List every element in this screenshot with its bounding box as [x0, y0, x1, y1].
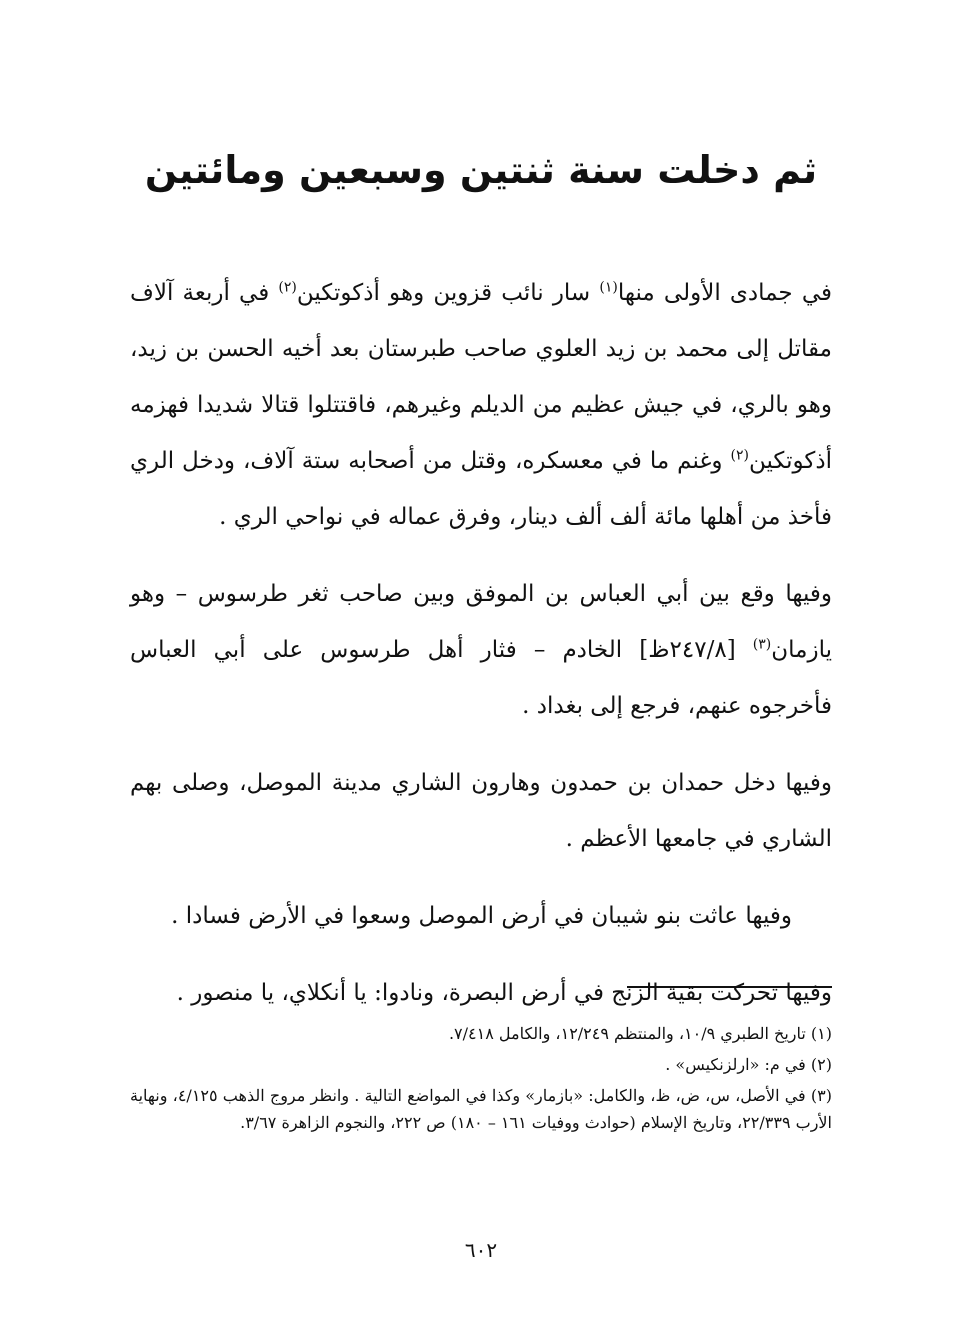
body-text — [130, 265, 832, 1042]
text-run: وغنم ما في معسكره، وقتل من أصحابه ستة آلاف، ودخل الري فأخذ من أهلها مائة ألف ألف دينار، وفرق عماله في نواحي الري . — [130, 448, 832, 530]
text-run: سار نائب قزوين وهو أذكوتكين — [296, 280, 600, 306]
footnote-ref: (٢) — [278, 279, 297, 296]
paragraph — [130, 965, 832, 1021]
paragraph — [130, 265, 832, 545]
text-run: وفيها دخل حمدان بن حمدون وهارون الشاري مدينة الموصل، وصلى بهم الشاري في جامعها الأعظم . — [130, 770, 832, 852]
text-run: [٢٤٧/٨ظ] الخادم – فثار أهل طرسوس على أبي العباس فأخرجوه عنهم، فرجع إلى بغداد . — [130, 637, 832, 719]
chapter-title: ثم دخلت سنة ثنتين وسبعين ومائتين — [144, 148, 818, 192]
paragraph — [130, 755, 832, 867]
text-run: في أربعة آلاف مقاتل إلى محمد بن زيد العلوي صاحب طبرستان بعد أخيه الحسن بن زيد، وهو بالري، في جيش عظيم من الديلم وغيرهم، فاقتتلوا قتالا شديدا فهزمه أذكوتكين — [130, 280, 832, 474]
footnote-item: (٢) في م: «ارلزنكيس» . — [665, 1055, 832, 1074]
text-run: في جمادى الأولى منها — [617, 280, 832, 306]
footnote-ref: (٢) — [730, 447, 749, 464]
footnote-item: (١) تاريخ الطبري ١٠/٩، والمنتظم ١٢/٢٤٩، والكامل ٧/٤١٨. — [448, 1024, 832, 1043]
footnote-ref: (٣) — [752, 636, 772, 653]
footnote-ref: (١) — [599, 279, 618, 296]
text-run: وفيها وقع بين أبي العباس بن الموفق وبين صاحب ثغر طرسوس – وهو يازمان — [130, 581, 832, 663]
paragraph — [130, 888, 832, 944]
text-run: وفيها تحركت بقية الزنج في أرض البصرة، ونادوا: يا أنكلاي، يا منصور . — [176, 980, 832, 1006]
paragraph — [130, 566, 832, 734]
page-number: ٦٠٢ — [464, 1238, 498, 1262]
footnotes — [130, 1020, 832, 1140]
footnote-item: (٣) في الأصل، س، ض، ظ، والكامل: «بازمار» وكذا في المواضع التالية . وانظر مروج الذهب ٤/١٢٥، ونهاية الأرب ٢٢/٣٣٩، وتاريخ الإسلام (حوادث ووفيات ١٦١ – ١٨٠) ص ٢٢٢، والنجوم الزاهرة ٣/٦٧. — [130, 1086, 832, 1132]
text-run: وفيها عاثت بنو شيبان في أرض الموصل وسعوا في الأرض فسادا . — [171, 903, 792, 929]
footnote-divider — [627, 986, 832, 988]
